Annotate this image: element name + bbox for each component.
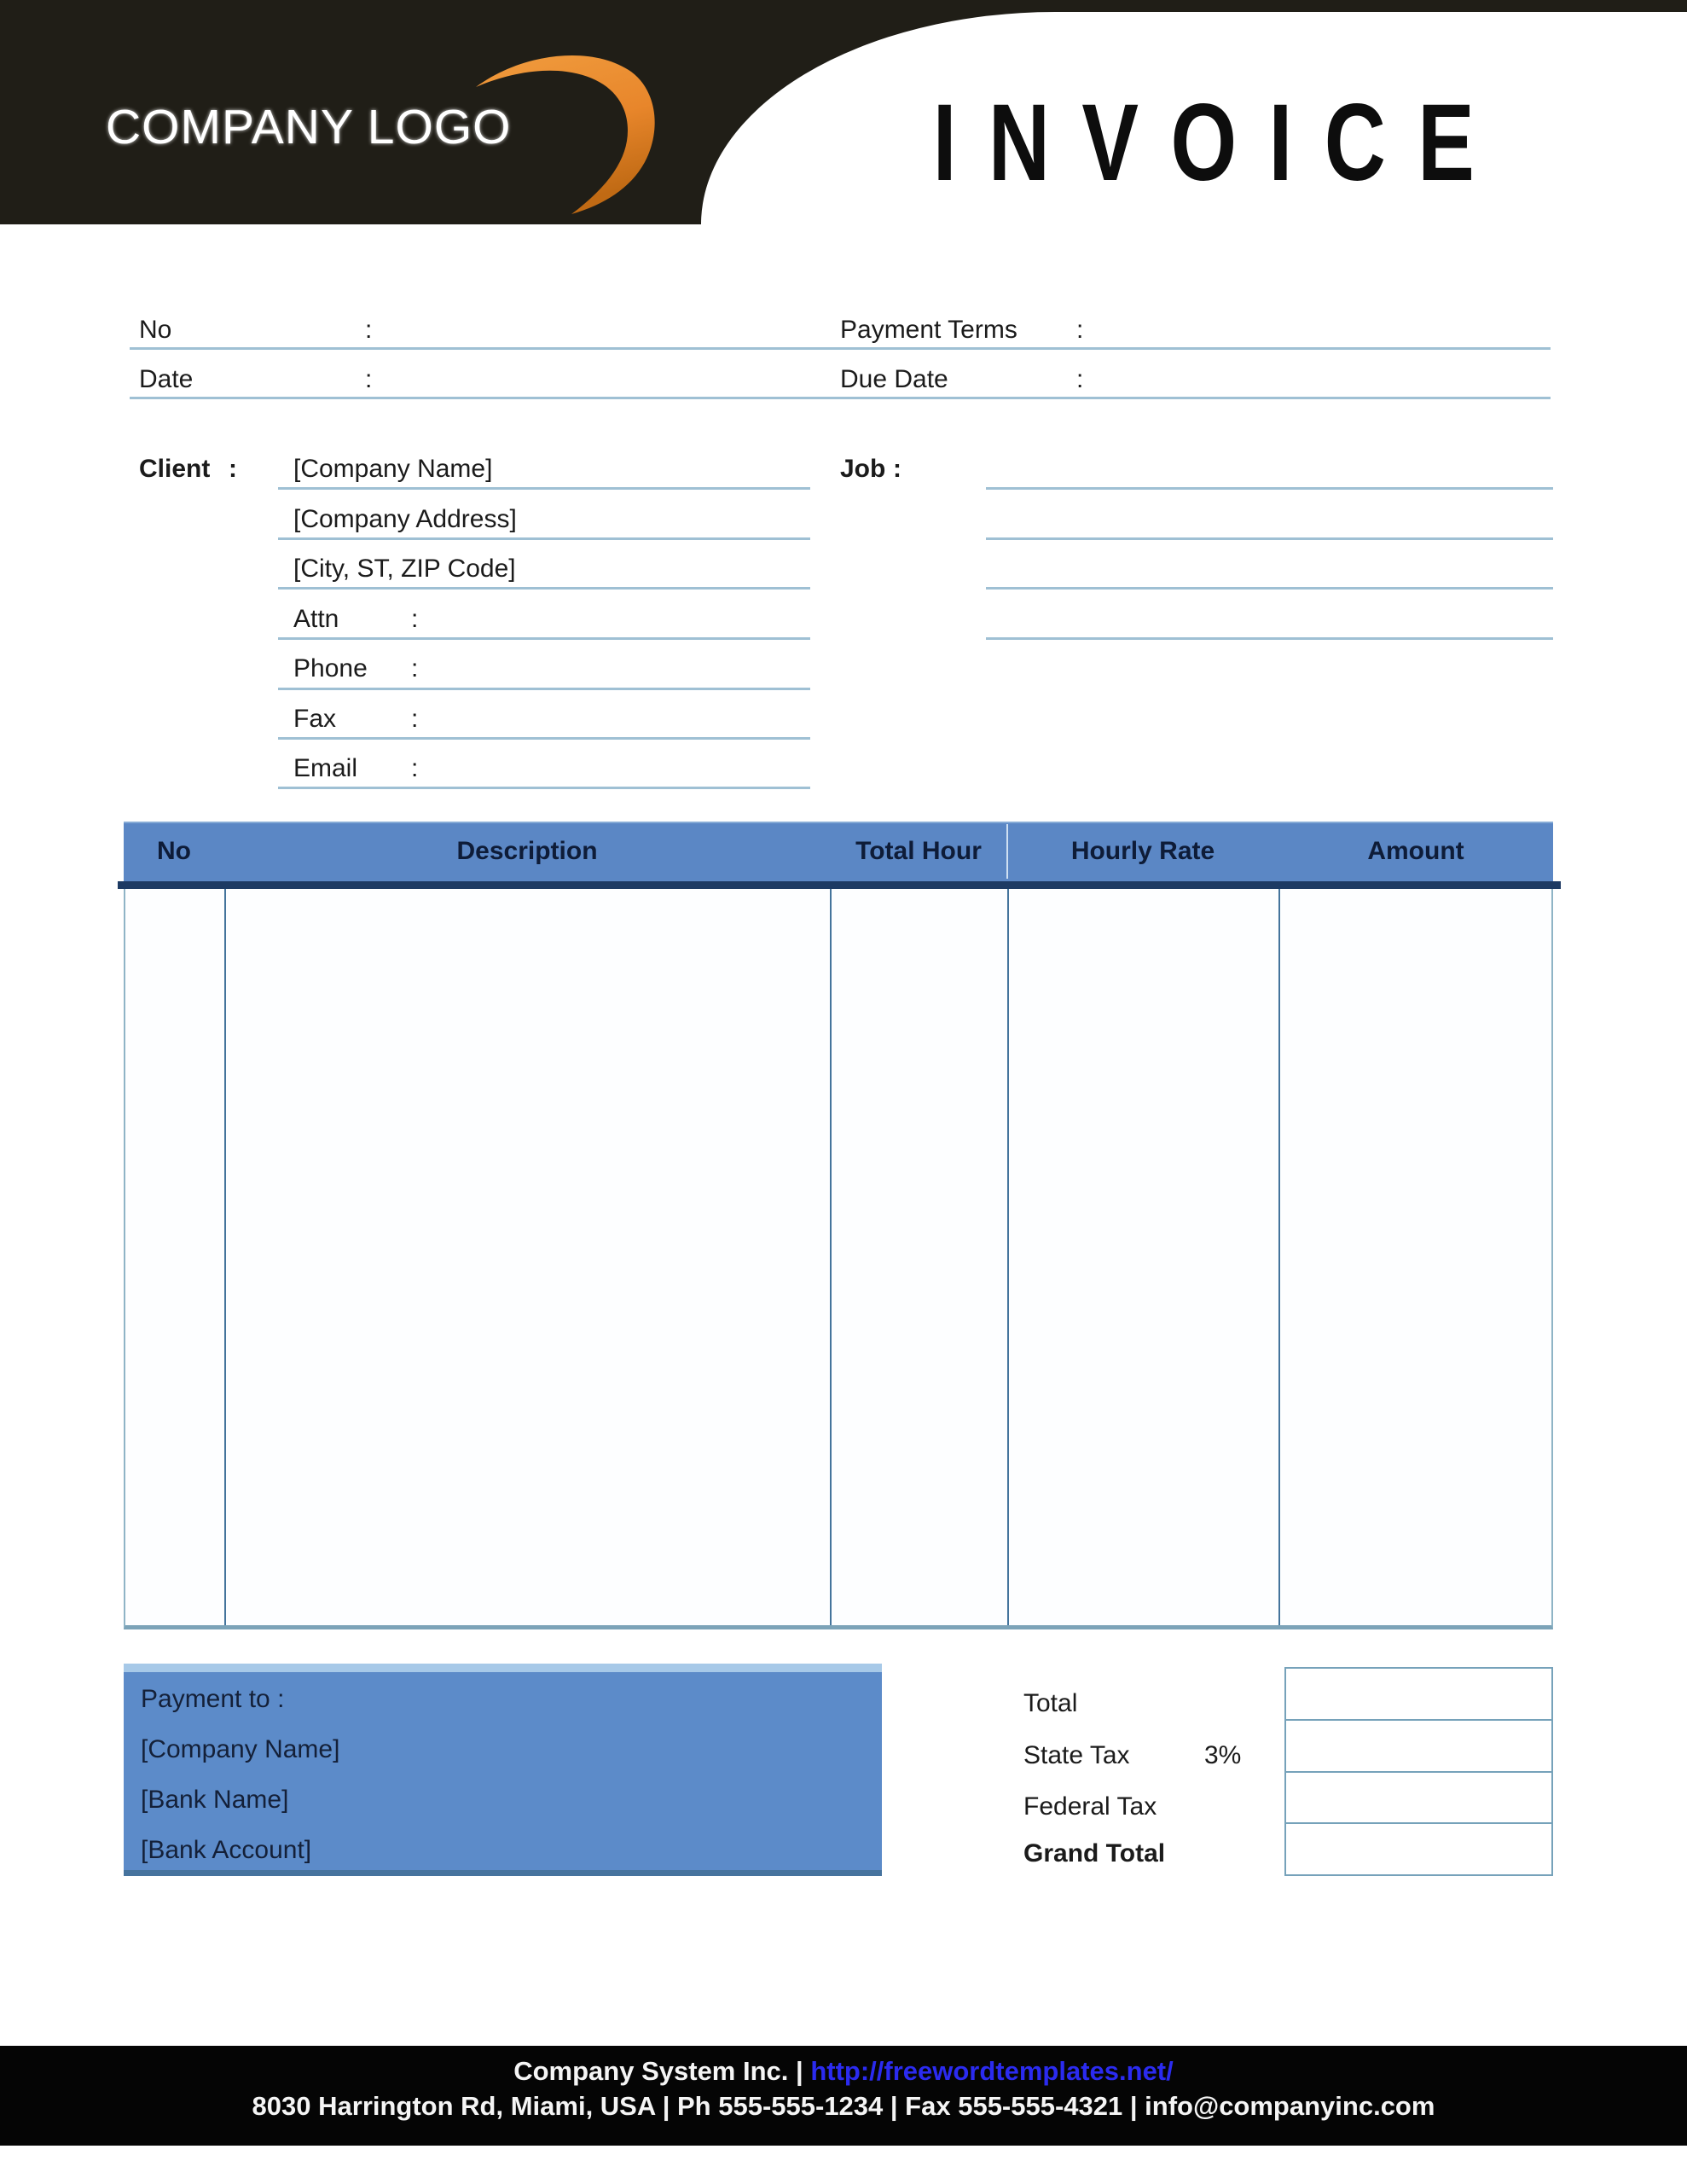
client-rule-3 <box>278 587 810 590</box>
body-cell-total-hour[interactable] <box>832 889 1006 1625</box>
no-label: No <box>139 316 172 344</box>
state-tax-rate: 3% <box>1204 1741 1242 1769</box>
job-line-4-field[interactable] <box>986 605 1553 637</box>
col-header-no: No <box>157 837 191 865</box>
client-company-address-placeholder[interactable]: [Company Address] <box>293 505 517 533</box>
body-cell-no[interactable] <box>125 889 224 1625</box>
client-phone-value-field[interactable] <box>435 653 810 685</box>
state-tax-value-cell[interactable] <box>1288 1721 1550 1768</box>
body-cell-description[interactable] <box>226 889 828 1625</box>
due-date-colon: : <box>1076 365 1084 393</box>
date-colon: : <box>365 365 373 393</box>
no-value-field[interactable] <box>392 314 819 346</box>
job-rule-2 <box>986 537 1553 540</box>
footer-company-text: Company System Inc. | <box>513 2056 803 2086</box>
invoice-title: INVOICE <box>932 82 1507 204</box>
footer-company-line <box>0 2055 1687 2088</box>
payment-to-title: Payment to : <box>141 1685 285 1713</box>
job-rule-3 <box>986 587 1553 590</box>
payment-company-name-placeholder[interactable]: [Company Name] <box>141 1735 340 1763</box>
client-attn-value-field[interactable] <box>435 603 810 636</box>
client-email-label: Email <box>293 754 358 782</box>
meta-row1-rule <box>130 347 1551 350</box>
client-rule-1 <box>278 487 810 490</box>
client-rule-6 <box>278 737 810 740</box>
client-attn-label: Attn <box>293 605 339 633</box>
client-fax-value-field[interactable] <box>435 703 810 735</box>
client-rule-7 <box>278 787 810 789</box>
payment-terms-colon: : <box>1076 316 1084 344</box>
client-colon: : <box>229 455 237 483</box>
client-fax-label: Fax <box>293 705 337 733</box>
job-line-3-field[interactable] <box>986 555 1553 587</box>
job-rule-4 <box>986 637 1553 640</box>
logo-swoosh-icon <box>462 41 660 216</box>
client-rule-2 <box>278 537 810 540</box>
federal-tax-label: Federal Tax <box>1023 1792 1157 1821</box>
table-vline-1 <box>224 889 226 1625</box>
client-company-name-placeholder[interactable]: [Company Name] <box>293 455 493 483</box>
state-tax-label: State Tax <box>1023 1741 1130 1769</box>
federal-tax-value-cell[interactable] <box>1288 1773 1550 1820</box>
job-rule-1 <box>986 487 1553 490</box>
payment-bank-name-placeholder[interactable]: [Bank Name] <box>141 1786 289 1814</box>
grand-total-value-cell[interactable] <box>1288 1824 1550 1871</box>
client-phone-colon: : <box>411 654 419 682</box>
col-header-amount: Amount <box>1367 837 1464 865</box>
date-value-field[interactable] <box>392 363 819 396</box>
page-footer <box>0 2046 1687 2146</box>
col-header-hourly-rate: Hourly Rate <box>1070 837 1215 865</box>
col-header-total-hour: Total Hour <box>855 837 982 865</box>
client-email-colon: : <box>411 754 419 782</box>
job-colon: : <box>893 455 901 483</box>
client-fax-colon: : <box>411 705 419 733</box>
client-rule-4 <box>278 637 810 640</box>
items-table-header-border <box>118 881 1561 889</box>
client-email-value-field[interactable] <box>435 752 810 785</box>
table-vline-3 <box>1007 889 1009 1625</box>
job-label: Job <box>840 455 886 483</box>
company-logo-text: COMPANY LOGO <box>106 100 512 154</box>
due-date-value-field[interactable] <box>1104 363 1548 396</box>
page-header <box>0 0 1687 224</box>
grand-total-label: Grand Total <box>1023 1839 1166 1867</box>
date-label: Date <box>139 365 194 393</box>
client-attn-colon: : <box>411 605 419 633</box>
client-phone-label: Phone <box>293 654 368 682</box>
table-vline-2 <box>830 889 832 1625</box>
footer-template-link[interactable]: http://freewordtemplates.net/ <box>810 2056 1174 2086</box>
job-line-2-field[interactable] <box>986 505 1553 537</box>
client-city-placeholder[interactable]: [City, ST, ZIP Code] <box>293 555 516 583</box>
client-rule-5 <box>278 688 810 690</box>
body-cell-amount[interactable] <box>1280 889 1551 1625</box>
table-vline-4 <box>1278 889 1280 1625</box>
footer-address-line: 8030 Harrington Rd, Miami, USA | Ph 555-555-1234 | Fax 555-555-4321 | info@companyinc.com <box>252 2091 1435 2121</box>
col-header-description: Description <box>456 837 598 865</box>
client-label: Client <box>139 455 211 483</box>
payment-bank-account-placeholder[interactable]: [Bank Account] <box>141 1836 312 1864</box>
job-line-1-field[interactable] <box>986 455 1553 487</box>
header-col-separator <box>1006 824 1008 879</box>
meta-row2-rule <box>130 397 1551 399</box>
no-colon: : <box>365 316 373 344</box>
payment-terms-label: Payment Terms <box>840 316 1017 344</box>
total-value-cell[interactable] <box>1288 1670 1550 1717</box>
due-date-label: Due Date <box>840 365 948 393</box>
payment-terms-value-field[interactable] <box>1104 314 1548 346</box>
body-cell-hourly-rate[interactable] <box>1009 889 1277 1625</box>
total-label: Total <box>1023 1689 1078 1717</box>
